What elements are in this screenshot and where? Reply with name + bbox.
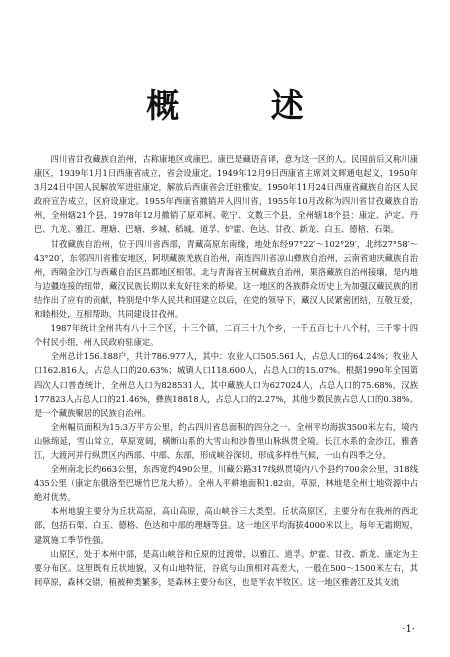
page-number: ·1· [402, 624, 415, 635]
paragraph: 甘孜藏族自治州，位于四川省西部，青藏高原东南缘，地处东经97°22′～102°29′，北纬27°58′～43°20′，东邻四川省雅安地区，阿坝藏族羌族自治州，南连四川省凉山彝族自治州，云南省迪庆藏族自治州，西隔金沙江与西藏自治区昌都地区相邻。北与青海省玉树藏族自治州，果洛藏族自治州接壤，是内地与边疆连接的纽带，藏汉民族长期以来友好往来的桥梁。这一地区的各族群众历史上为加强汉藏民族的团结作出了应有的贡献，特别是中华人民共和国建立以后，在党的领导下，藏汉人民紧密团结，互敬互爱，和睦相处，互相帮助，共同建设甘孜州。 [34, 238, 418, 320]
paragraph: 四川省甘孜藏族自治州，古称康地区或康巴。康巴是藏语音译，意为这一区的人。民国前后又称川康康区，1939年1月1日西康省成立，省会设康定。1949年12月9日西康省主席刘文辉通电起义，1950年3月24日中国人民解放军进驻康定，解放后西康省会迁驻雅安。1950年11月24日西康省藏族自治区人民政府宣告成立，区府设康定。1955年西康省撤销并入四川省，1955年10月改称为四川省甘孜藏族自治州，全州辖21个县，1978年12月撤销了原邓柯、乾宁、文数三个县，全州辖18个县：康定、泸定、丹巴、九龙、雅江、理塘、巴塘、乡城、稻城、道孚、炉霍、色达、甘孜、新龙、白玉、德格、石渠。 [34, 154, 418, 235]
paragraph: 全州南北长约663公里，东西宽约490公里，川藏公路317线纵贯境内八个县约700余公里，318线435公里（康定东俄洛至巴塘竹巴龙大桥）。全州人平耕地面积1.82亩，草原，林地是全州土地资源中占绝对优势。 [34, 464, 418, 503]
paragraph: 全州总计156.188户，共计786.977人，其中：农业人口505.561人，占总人口的64.24%；牧业人口162.816人，占总人口的20.63%；城镇人口118.600人，占总人口的15.07%。根据1990年全国第四次人口普查统计，全州总人口为828531人，其中藏族人口为627024人，占总人口的75.68%，汉族177823人占总人口的21.46%，彝族18818人，占总人口的2.27%，其他少数民族占总人口的0.38%。是一个藏族聚居的民族自治州。 [34, 351, 418, 418]
paragraph: 山原区，处于本州中部，是高山峡谷和丘原的过渡带，以雅江、道孚、炉霍、甘孜、新龙、康定为主要分布区。这里既有丘状地貌，又有山地特征，谷底与山顶相对高差大，一般在500～1500米左右，其间草原，森林交错，植被种类繁多，是森林主要分布区，也是半农半牧区。这一地区雅砻江及其支流 [34, 548, 418, 587]
chapter-title: 概 述 [146, 86, 344, 125]
body-text [34, 152, 418, 589]
paragraph: 本州地貌主要分为丘状高原，高山高原，高山峡谷三大类型。丘状高原区，主要分布在我州的西北部，包括石渠、白玉、德格、色达和中部的理塘等县。这一地区平均海拔4000米以上，每年无霜期短，建筑施工季节性强。 [34, 506, 418, 545]
paragraph: 全州幅员面积为15.3万平方公里，约占四川省总面积的四分之一。全州平均海拔3500米左右，境内山脉绵延，雪山耸立，草原宽阔，横断山系的大雪山和沙鲁里山脉纵贯全境。长江水系的金沙江，雅砻江，大渡河并行纵贯区内西部、中部、东部，形成峡谷深切，形成多样性气候，一山有四季之分。 [34, 421, 418, 460]
paragraph: 1987年统计全州共有八十三个区，十三个镇，二百三十九个乡，一千五百七十八个村，三千零十四个村民小组，州人民政府驻康定。 [34, 323, 418, 348]
